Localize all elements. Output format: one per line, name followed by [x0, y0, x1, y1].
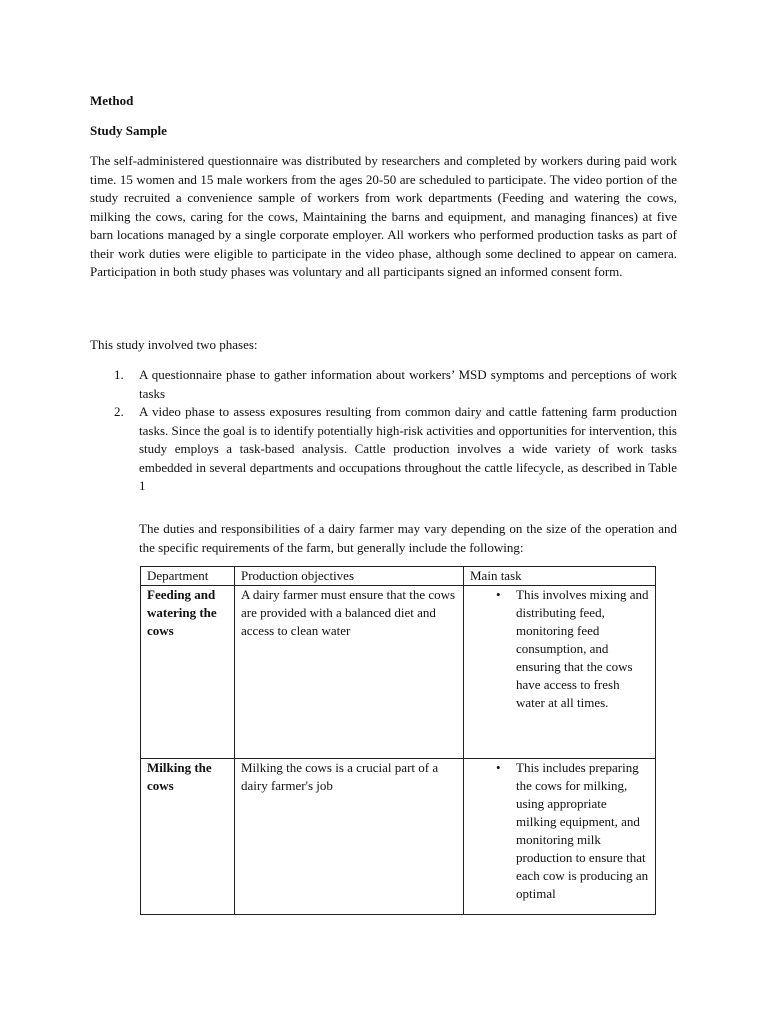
- bullet-icon: •: [496, 760, 501, 775]
- header-department: Department: [141, 567, 235, 586]
- objective-cell: A dairy farmer must ensure that the cows are provided with a balanced diet and access to clean water: [235, 586, 464, 759]
- method-heading: Method: [90, 93, 134, 108]
- duties-table: [140, 566, 656, 915]
- table-row: [141, 759, 656, 915]
- duties-paragraph: The duties and responsibilities of a dairy farmer may vary depending on the size of the operation and the specific requirements of the farm, but generally include the following:: [139, 521, 677, 555]
- phases-intro: This study involved two phases:: [90, 337, 258, 352]
- list-number: 2.: [114, 404, 124, 419]
- list-number: 1.: [114, 367, 124, 382]
- header-main-task: Main task: [464, 567, 656, 586]
- study-sample-heading: Study Sample: [90, 123, 167, 138]
- study-sample-paragraph: The self-administered questionnaire was distributed by researchers and completed by workers during paid work time. 15 women and 15 male workers from the ages 20-50 are scheduled to participate. The video portion of the study recruited a convenience sample of workers from work departments (Feeding and watering the cows, milking the cows, caring for the cows, Maintaining the barns and equipment, and managing finances) at five barn locations managed by a single corporate employer. All workers who performed production tasks as part of their work duties were eligible to participate in the video phase, although some declined to appear on camera. Participation in both study phases was voluntary and all participants signed an informed consent form.: [90, 153, 677, 279]
- objective-cell: Milking the cows is a crucial part of a dairy farmer's job: [235, 759, 464, 915]
- phases-list: [90, 366, 677, 496]
- header-objectives: Production objectives: [235, 567, 464, 586]
- task-cell: [464, 759, 656, 915]
- department-cell: Milking the cows: [141, 759, 235, 915]
- list-item: [90, 366, 677, 403]
- list-item-text: A video phase to assess exposures resulting from common dairy and cattle fattening farm production tasks. Since the goal is to identify potentially high-risk activities and opportunities for intervention, this study employs a task-based analysis. Cattle production involves a wide variety of work tasks embedded in several departments and occupations throughout the cattle lifecycle, as described in Table 1: [139, 404, 677, 493]
- bullet-icon: •: [496, 587, 501, 602]
- list-item-text: A questionnaire phase to gather information about workers’ MSD symptoms and perceptions of work tasks: [139, 367, 677, 401]
- department-cell: Feeding and watering the cows: [141, 586, 235, 759]
- task-text: This involves mixing and distributing feed, monitoring feed consumption, and ensuring that the cows have access to fresh water at all times.: [516, 587, 649, 710]
- task-text: This includes preparing the cows for milking, using appropriate milking equipment, and monitoring milk production to ensure that each cow is producing an optimal: [516, 760, 649, 901]
- list-item: [90, 403, 677, 496]
- table-row: [141, 586, 656, 759]
- table-header-row: [141, 567, 656, 586]
- task-cell: [464, 586, 656, 759]
